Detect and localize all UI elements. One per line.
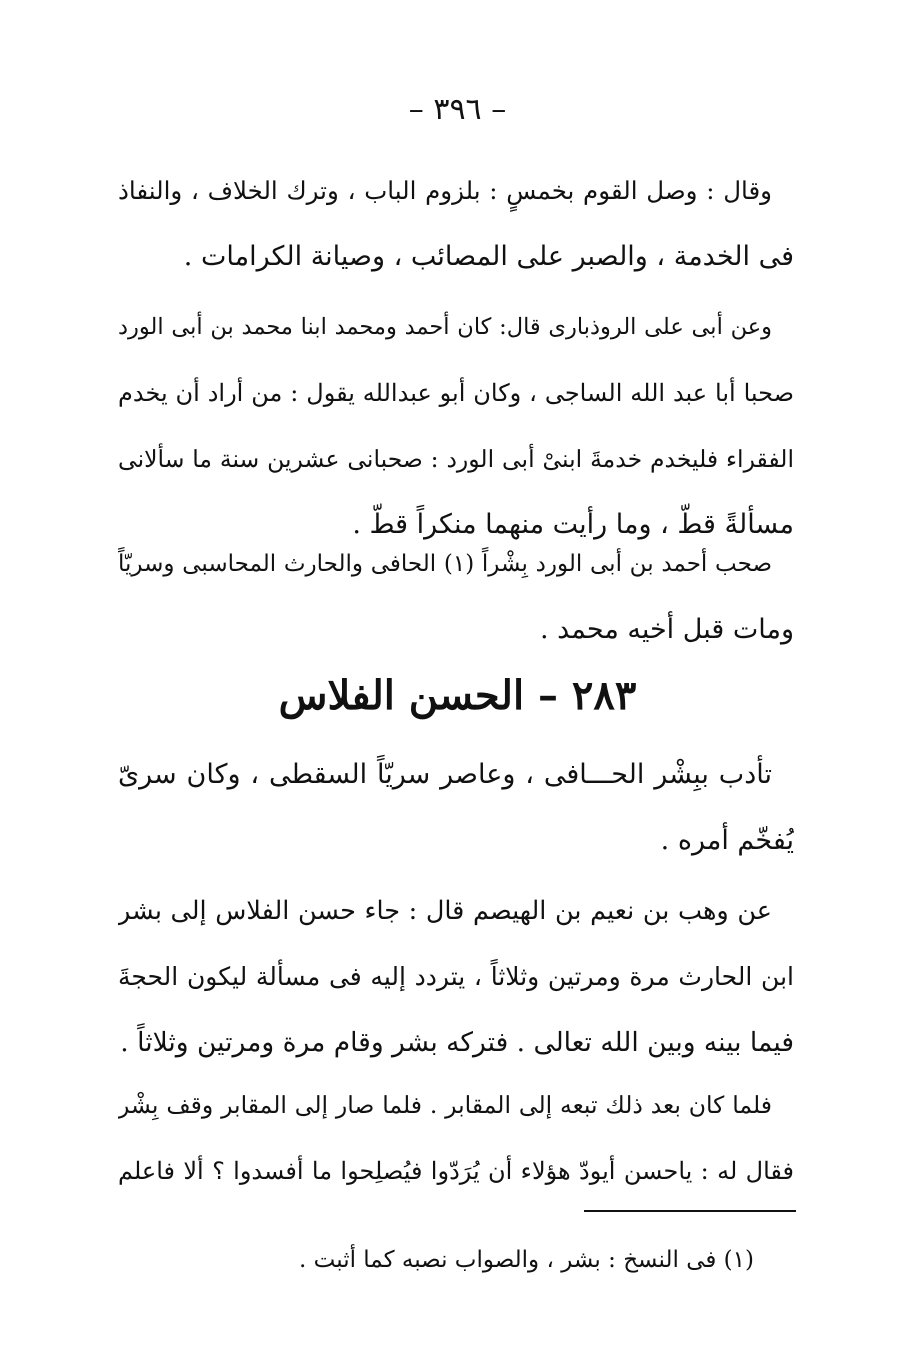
text-line: عن وهب بن نعيم بن الهيصم قال : جاء حسن الفلاس إلى بشر <box>118 896 772 926</box>
section-heading: ٢٨٣ – الحسن الفلاس <box>278 672 637 719</box>
text-line: فى الخدمة ، والصبر على المصائب ، وصيانة الكرامات . <box>183 241 794 272</box>
footnote-divider <box>584 1210 796 1212</box>
text-line: مسألةً قطّ ، وما رأيت منهما منكراً قطّ . <box>352 509 794 540</box>
paragraph-1 <box>118 158 794 290</box>
paragraph-3 <box>118 531 794 663</box>
paragraph-2 <box>118 294 794 558</box>
paragraph-4 <box>118 742 794 874</box>
text-line: فقال له : ياحسن أيودّ هؤلاء أن يُرَدّوا فيُصلِحوا ما أفسدوا ؟ ألا فاعلم <box>118 1157 794 1185</box>
text-line: صحبا أبا عبد الله الساجى ، وكان أبو عبدالله يقول : من أراد أن يخدم <box>118 379 794 407</box>
text-line: فلما كان بعد ذلك تبعه إلى المقابر . فلما صار إلى المقابر وقف بِشْر <box>118 1091 772 1119</box>
text-line: ابن الحارث مرة ومرتين وثلاثاً ، يتردد إليه فى مسألة ليكون الحجةَ <box>118 962 794 991</box>
paragraph-5 <box>118 878 794 1076</box>
text-line: ومات قبل أخيه محمد . <box>539 614 794 645</box>
text-line: تأدب ببِشْر الحـــافى ، وعاصر سريّاً السقطى ، وكان سرىّ <box>118 759 772 790</box>
paragraph-6 <box>118 1072 794 1204</box>
page-number: – ٣٩٦ – <box>408 92 507 127</box>
text-line: يُفخّم أمره . <box>660 825 794 856</box>
text-line: وعن أبى على الروذبارى قال: كان أحمد ومحمد ابنا محمد بن أبى الورد <box>118 314 772 340</box>
text-line: الفقراء فليخدم خدمةَ ابنىْ أبى الورد : صحبانى عشرين سنة ما سألانى <box>118 445 794 473</box>
text-line: فيما بينه وبين الله تعالى . فتركه بشر وقام مرة ومرتين وثلاثاً . <box>120 1027 794 1058</box>
footnote: (١) فى النسخ : بشر ، والصواب نصبه كما أثبت . <box>299 1247 754 1273</box>
text-line: صحب أحمد بن أبى الورد بِشْراً (١) الحافى والحارث المحاسبى وسريّاً <box>118 551 772 577</box>
text-line: وقال : وصل القوم بخمسٍ : بلزوم الباب ، وترك الخلاف ، والنفاذ <box>118 176 772 205</box>
